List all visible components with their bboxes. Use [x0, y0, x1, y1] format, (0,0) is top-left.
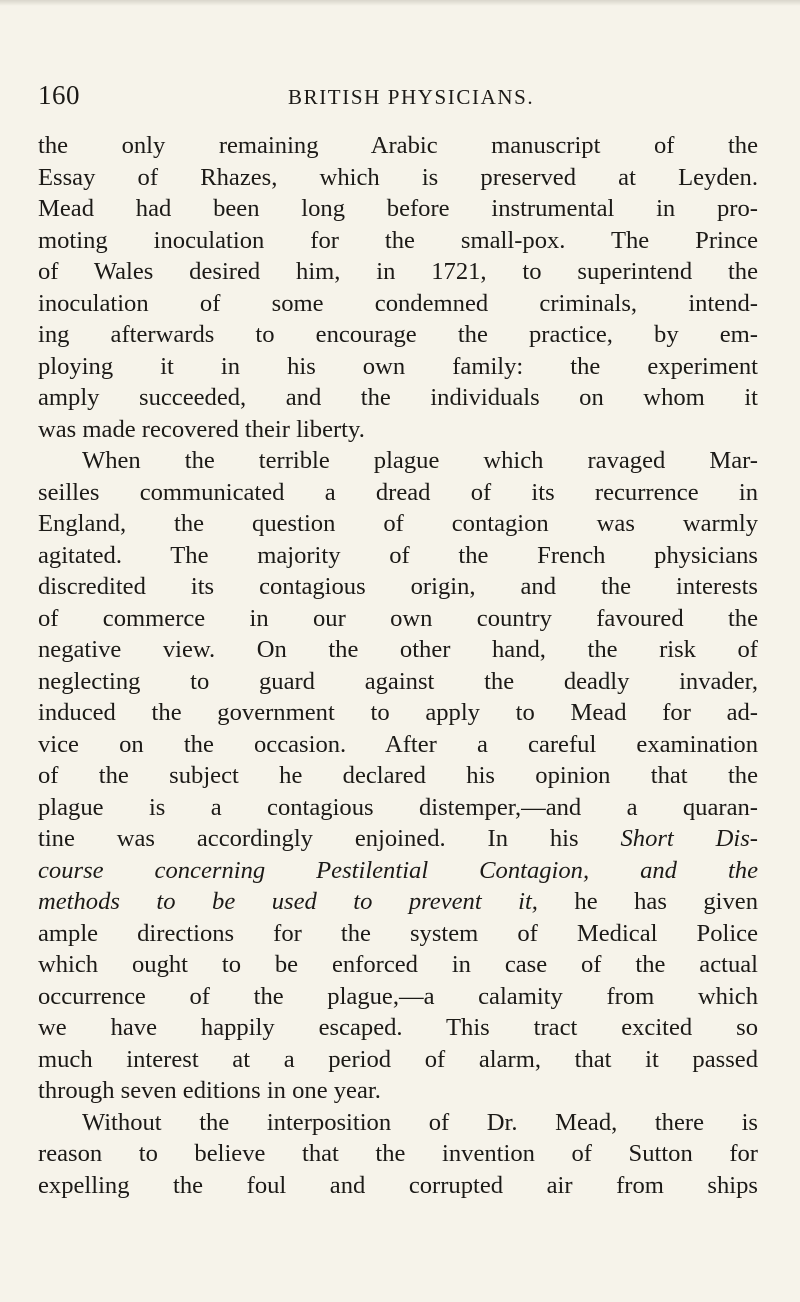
- text-line: seilles communicated a dread of its recurrence in: [38, 478, 758, 506]
- text-line: vice on the occasion. After a careful examination: [38, 730, 758, 758]
- text-line: discredited its contagious origin, and the interests: [38, 573, 758, 600]
- text-line: of the subject he declared his opinion that the: [38, 762, 758, 789]
- text-line: England, the question of contagion was warmly: [38, 510, 758, 537]
- text-line: neglecting to guard against the deadly invader,: [38, 667, 758, 695]
- text-line: amply succeeded, and the individuals on whom it: [38, 384, 758, 411]
- text-line: we have happily escaped. This tract excited so: [38, 1014, 758, 1041]
- text-line: induced the government to apply to Mead for ad-: [38, 699, 758, 726]
- text-line: of Wales desired him, in 1721, to superintend the: [38, 258, 758, 285]
- paragraph-start-line: When the terrible plague which ravaged Mar-: [82, 447, 758, 474]
- text-line-italic: [38, 855, 758, 887]
- page-header: [38, 80, 778, 116]
- text-line: ploying it in his own family: the experiment: [38, 352, 758, 380]
- text-line: of commerce in our own country favoured the: [38, 604, 758, 632]
- text-line: much interest at a period of alarm, that it passed: [38, 1045, 758, 1073]
- text-line: through seven editions in one year.: [38, 1077, 381, 1104]
- text-line: reason to believe that the invention of Sutton for: [38, 1140, 758, 1167]
- text-line: Mead had been long before instrumental in pro-: [38, 195, 758, 222]
- body-text: [38, 130, 758, 1201]
- text-line: the only remaining Arabic manuscript of the: [38, 132, 758, 159]
- italic-book-title: methods to be used to prevent it,: [38, 888, 538, 915]
- text-line: which ought to be enforced in case of the actual: [38, 951, 758, 978]
- text-line: ing afterwards to encourage the practice, by em-: [38, 321, 758, 348]
- text-line-with-title: [38, 886, 758, 918]
- text-line: was made recovered their liberty.: [38, 415, 365, 443]
- text-line: occurrence of the plague,—a calamity from which: [38, 982, 758, 1010]
- running-head: BRITISH PHYSICIANS.: [288, 85, 535, 109]
- text-line: Essay of Rhazes, which is preserved at Leyden.: [38, 163, 758, 191]
- text-line: plague is a contagious distemper,—and a quaran-: [38, 793, 758, 821]
- text-line: inoculation of some condemned criminals, intend-: [38, 289, 758, 317]
- page-top-edge: [0, 0, 800, 6]
- paragraph-start-line: Without the interposition of Dr. Mead, there is: [82, 1108, 758, 1136]
- text-segment: he has given: [537, 888, 758, 915]
- italic-book-title: course concerning Pestilential Contagion, and the: [38, 856, 758, 884]
- text-line: agitated. The majority of the French physicians: [38, 541, 758, 569]
- page-number: 160: [38, 80, 80, 110]
- text-line: expelling the foul and corrupted air from ships: [38, 1171, 758, 1199]
- text-line: moting inoculation for the small-pox. The Prince: [38, 226, 758, 254]
- text-line: negative view. On the other hand, the risk of: [38, 636, 758, 663]
- italic-book-title: Short Dis-: [620, 825, 758, 852]
- text-line-with-title: [38, 823, 758, 855]
- text-line: ample directions for the system of Medical Police: [38, 919, 758, 947]
- text-segment: tine was accordingly enjoined. In his: [38, 825, 579, 852]
